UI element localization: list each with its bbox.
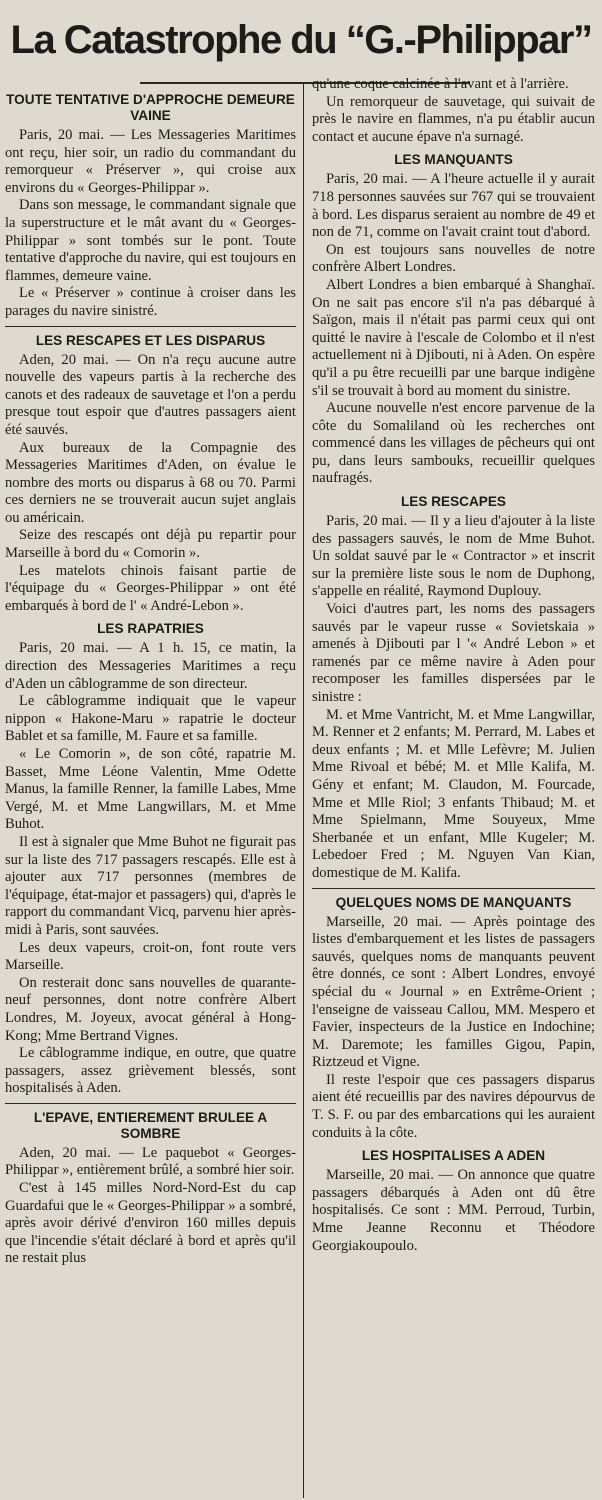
paragraph: Seize des rescapés ont déjà pu repartir pour Marseille à bord du « Comorin ». (5, 527, 296, 562)
paragraph: Les matelots chinois faisant partie de l'équipage du « Georges-Philippar » ont été embarqués à bord de l' « André-Lebon ». (5, 562, 296, 614)
column-divider (303, 84, 304, 1498)
paragraph: Paris, 20 mai. — Les Messageries Maritimes ont reçu, hier soir, un radio du commandant du remorqueur « Préserver », qui croise aux environs du « Georges-Philippar ». (5, 127, 296, 196)
paragraph: Paris, 20 mai. — A 1 h. 15, ce matin, la direction des Messageries Maritimes a reçu d'Aden un câblogramme de son directeur. (5, 640, 296, 692)
section-title: LES RESCAPES ET LES DISPARUS (35, 332, 266, 348)
section-title: TOUTE TENTATIVE D'APPROCHE DEMEURE VAINE (6, 92, 295, 123)
paragraph: Il reste l'espoir que ces passagers disparus aient été recueillis par des navires dépourvus de T. S. F. ou par des embarcations qui les auraient conduits à la côte. (312, 1071, 595, 1141)
section-title: QUELQUES NOMS DE MANQUANTS (335, 894, 572, 910)
section-title: LES RAPATRIES (97, 621, 204, 637)
paragraph: On resterait donc sans nouvelles de quarante-neuf personnes, dont notre confrère Albert Londres, M. Joyeux, avocat général à Hong-Kong; Mme Bertrand Vignes. (5, 974, 296, 1044)
right-column (312, 76, 595, 1498)
section-divider (312, 888, 595, 889)
paragraph: « Le Comorin », de son côté, rapatrie M. Basset, Mme Léone Valentin, Mme Odette Manus, la famille Renner, la famille Labes, Mme Vergé, M. et Mme Langwillars, M. et Mme Buhot. (5, 746, 296, 833)
section-title: L'EPAVE, ENTIEREMENT BRULEE A SOMBRE (33, 1109, 268, 1141)
section-title: LES MANQUANTS (394, 152, 513, 168)
paragraph: qu'une coque calcinée à l'avant et à l'arrière. (312, 76, 569, 92)
paragraph: Aux bureaux de la Compagnie des Messageries Maritimes d'Aden, on évalue le nombre des morts ou disparus à 68 ou 70. Parmi ces derniers ne se trouverait aucun sujet anglais ou américain. (5, 439, 296, 526)
headline: La Catastrophe du “G.-Philippar” (10, 18, 592, 62)
paragraph: M. et Mme Vantricht, M. et Mme Langwillar, M. Renner et 2 enfants; M. Perrard, M. Labes et deux enfants ; M. et Mlle Lefèvre; M. Julien Mme Rivoal et bébé; M. et Mlle Kalifa, M. Gény et enfant; M. Claudon, M. Fourcade, Mme et Mlle Riol; 3 enfants Thibaud; M. et Mme Spielmann, Mme Souyeux, Mme Sherbanée et un enfant, Mlle Kugeler; M. Lebedoer Fred ; M. Nguyen Van Kian, domestique de M. Kalifa. (312, 706, 595, 881)
paragraph: Le câblogramme indique, en outre, que quatre passagers, assez grièvement blessés, sont hospitalisés à Aden. (5, 1045, 296, 1097)
section-title: LES HOSPITALISES A ADEN (361, 1148, 546, 1164)
paragraph: Le câblogramme indiquait que le vapeur nippon « Hakone-Maru » rapatrie le docteur Bablet et sa famille, M. Faure et sa famille. (5, 693, 296, 745)
paragraph: Dans son message, le commandant signale que la superstructure et le mât avant du « Georges-Philippar » sont tombés sur le pont. Toute tentative d'approche du navire, qui est toujours en flammes, demeure vaine. (5, 197, 296, 284)
paragraph: Les deux vapeurs, croit-on, font route vers Marseille. (5, 939, 296, 974)
paragraph: C'est à 145 milles Nord-Nord-Est du cap Guardafui que le « Georges-Philippar » a sombré, après avoir dérivé d'environ 160 milles depuis que l'incendie s'était déclaré à bord et après qu'il ne restait plus (5, 1180, 296, 1267)
paragraph: Paris, 20 mai. — Il y a lieu d'ajouter à la liste des passagers sauvés, le nom de Mme Buhot. Un soldat sauvé par le « Contractor » et inscrit sur la première liste sous le nom de Duphong, s'appelle en réalité, Raymond Duplouy. (312, 513, 595, 600)
section-divider (5, 326, 296, 327)
section-title: LES RESCAPES (401, 494, 506, 510)
paragraph: Un remorqueur de sauvetage, qui suivait de près le navire en flammes, n'a pu établir aucun contact et aucune épave n'a surnagé. (312, 93, 595, 145)
section-divider (5, 1103, 296, 1104)
paragraph: Aucune nouvelle n'est encore parvenue de la côte du Somaliland où les recherches ont commencé dans les villages de pêcheurs qui ont pu, dans leurs sambouks, recueillir quelques naufragés. (312, 400, 595, 487)
paragraph: Aden, 20 mai. — Le paquebot « Georges-Philippar », entièrement brûlé, a sombré hier soir. (5, 1144, 296, 1179)
paragraph: Paris, 20 mai. — A l'heure actuelle il y aurait 718 personnes sauvées sur 767 qui se trouvaient à bord. Les disparus seraient au nombre de 49 et non de 71, comme on l'avait craint tout d'abord. (312, 171, 595, 241)
paragraph: On est toujours sans nouvelles de notre confrère Albert Londres. (312, 241, 595, 276)
paragraph: Le « Préserver » continue à croiser dans les parages du navire sinistré. (5, 285, 296, 319)
left-column (5, 86, 296, 1498)
paragraph: Marseille, 20 mai. — On annonce que quatre passagers débarqués à Aden ont dû être hospitalisés. Ce sont : MM. Perroud, Turbin, Mme Jeanne Reconnu et Théodore Georgiakoupoulo. (312, 1167, 595, 1254)
paragraph: Marseille, 20 mai. — Après pointage des listes d'embarquement et les listes de passagers sauvés, quelques noms de manquants peuvent être donnés, ce sont : Albert Londres, envoyé spécial du « Journal » en Extrême-Orient ; l'enseigne de vaisseau Callou, MM. Mespero et Favier, inspecteurs de la Justice en Indochine; M. Daremote; les familles Gigou, Papin, Riztzeud et Vigne. (312, 913, 595, 1071)
paragraph: Albert Londres a bien embarqué à Shanghaï. On ne sait pas encore s'il n'a pas débarqué à Saïgon, mais il n'était pas parmi ceux qui ont quitté le navire à l'escale de Colombo et il n'est actuellement ni à Djibouti, ni à Aden. On espère qu'il a pu être recueilli par une barque indigène s'il se trouvait à bord au moment du sinistre. (312, 276, 595, 399)
paragraph: Voici d'autres part, les noms des passagers sauvés par le vapeur russe « Sovietskaia » amenés à Djibouti par l '« André Lebon » et ramenés par ce même navire à Aden pour recomposer les familles dispersées par le sinistre : (312, 601, 595, 705)
paragraph: Aden, 20 mai. — On n'a reçu aucune autre nouvelle des vapeurs partis à la recherche des canots et des radeaux de sauvetage et l'on a perdu presque tout espoir que d'autres passagers aient été sauvés. (5, 351, 296, 438)
paragraph: Il est à signaler que Mme Buhot ne figurait pas sur la liste des 717 passagers rescapés. Elle est à ajouter aux 717 personnes (membres de l'équipage, état-major et passagers) qui, d'après le rapport du commandant Vicq, parvenu hier après-midi à Paris, sont sauvées. (5, 833, 296, 938)
